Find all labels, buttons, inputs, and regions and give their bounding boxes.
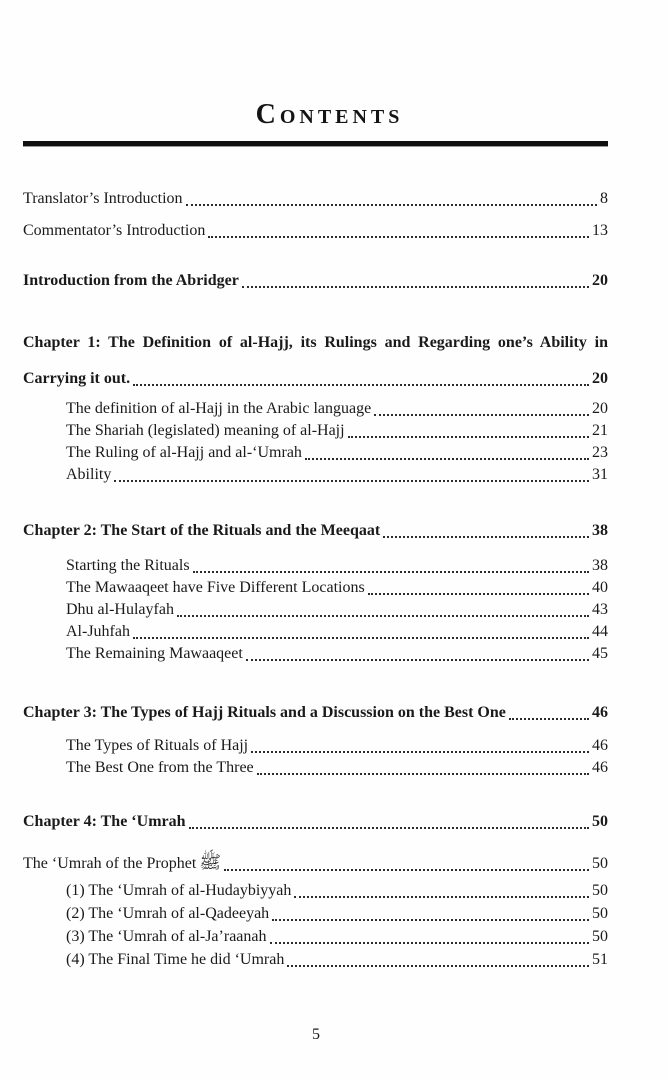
chapter-1-subentries <box>23 398 608 486</box>
toc-entry-page: 45 <box>592 645 608 662</box>
toc-entry <box>23 902 608 925</box>
toc-entry <box>23 464 608 486</box>
toc-entry-page: 20 <box>592 400 608 417</box>
toc-entry-label: The Best One from the Three <box>66 759 254 776</box>
toc-entry-commentators-introduction <box>23 220 608 242</box>
dot-leader <box>193 571 589 573</box>
toc-entry-chapter-4 <box>23 811 608 833</box>
chapter-4-subentries <box>23 879 608 971</box>
dot-leader <box>374 414 589 416</box>
toc-entry <box>23 643 608 665</box>
dot-leader <box>177 615 589 617</box>
toc-entry <box>23 925 608 948</box>
dot-leader <box>348 436 589 438</box>
chapter-2-subentries <box>23 555 608 665</box>
toc-entry-page: 44 <box>592 623 608 640</box>
toc-entry-page: 50 <box>592 882 608 899</box>
toc-entry-label: Chapter 4: The ‘Umrah <box>23 813 186 830</box>
toc-entry-page: 46 <box>592 737 608 754</box>
toc-entry-page: 40 <box>592 579 608 596</box>
toc-entry <box>23 442 608 464</box>
toc-entry-label: The Mawaaqeet have Five Different Locations <box>66 579 365 596</box>
toc-entry-chapter-2 <box>23 520 608 542</box>
toc-entry-chapter-1 <box>23 332 608 390</box>
toc-entry-label: (3) The ‘Umrah of al-Ja’raanah <box>66 928 267 945</box>
toc-entry <box>23 621 608 643</box>
dot-leader <box>368 593 589 595</box>
toc-entry <box>23 948 608 971</box>
dot-leader <box>509 718 589 720</box>
toc-entry-page: 43 <box>592 601 608 618</box>
toc-entry <box>23 577 608 599</box>
dot-leader <box>186 204 597 206</box>
page-number: 5 <box>312 1026 320 1043</box>
toc-entry-label: The Remaining Mawaaqeet <box>66 645 243 662</box>
dot-leader <box>208 236 589 238</box>
toc-entry <box>23 879 608 902</box>
toc-entry <box>23 735 608 757</box>
toc-entry-label: Translator’s Introduction <box>23 190 183 207</box>
toc-entry-page: 51 <box>592 951 608 968</box>
toc-entry-label: Chapter 3: The Types of Hajj Rituals and a Discussion on the Best One <box>23 704 506 721</box>
toc-entry-page: 13 <box>592 222 608 239</box>
dot-leader <box>251 751 589 753</box>
dot-leader <box>383 536 589 538</box>
toc-entry <box>23 398 608 420</box>
dot-leader <box>224 869 589 871</box>
dot-leader <box>133 384 589 386</box>
toc-entry-page: 20 <box>592 272 608 289</box>
toc-entry-page: 20 <box>592 370 608 387</box>
toc-entry-page: 46 <box>592 759 608 776</box>
toc-entry-abridger-introduction <box>23 270 608 292</box>
toc-entry-chapter-3 <box>23 702 608 724</box>
prophet-honorific-symbol: ﷺ <box>199 852 222 872</box>
dot-leader <box>257 773 589 775</box>
table-of-contents <box>23 188 608 971</box>
toc-entry-page: 23 <box>592 444 608 461</box>
toc-entry-umrah-of-prophet <box>23 853 608 875</box>
dot-leader <box>246 659 589 661</box>
toc-entry-page: 50 <box>592 905 608 922</box>
dot-leader <box>270 942 590 944</box>
toc-entry-label-line2: Carrying it out. <box>23 370 131 387</box>
toc-entry-page: 50 <box>592 855 608 872</box>
toc-entry-page: 8 <box>600 190 608 207</box>
toc-entry-label: Starting the Rituals <box>66 557 190 574</box>
dot-leader <box>287 965 589 967</box>
toc-entry-label: (2) The ‘Umrah of al-Qadeeyah <box>66 905 270 922</box>
dot-leader <box>294 896 589 898</box>
toc-entry <box>23 599 608 621</box>
dot-leader <box>114 480 589 482</box>
toc-entry-label-line1: Chapter 1: The Definition of al-Hajj, its Rulings and Regarding one’s Ability in <box>23 334 608 351</box>
toc-entry-label: Dhu al-Hulayfah <box>66 601 174 618</box>
toc-entry-label: Introduction from the Abridger <box>23 272 239 289</box>
toc-entry-label: Chapter 2: The Start of the Rituals and the Meeqaat <box>23 522 381 539</box>
dot-leader <box>272 919 589 921</box>
toc-entry-page: 50 <box>592 928 608 945</box>
title-divider <box>23 141 608 147</box>
toc-entry-page: 38 <box>592 557 608 574</box>
toc-entry-label: Al-Juhfah <box>66 623 130 640</box>
toc-entry <box>23 757 608 779</box>
toc-entry-label: Commentator’s Introduction <box>23 222 206 239</box>
toc-entry-label: The Ruling of al-Hajj and al-‘Umrah <box>66 444 302 461</box>
dot-leader <box>242 286 589 288</box>
toc-entry-label: (1) The ‘Umrah of al-Hudaybiyyah <box>66 882 292 899</box>
toc-entry-page: 31 <box>592 466 608 483</box>
dot-leader <box>189 827 589 829</box>
toc-entry-label: The ‘Umrah of the Prophet <box>23 855 197 872</box>
toc-entry <box>23 555 608 577</box>
chapter-3-subentries <box>23 735 608 779</box>
toc-entry-label-line2-row <box>23 368 608 390</box>
toc-entry-label: The Shariah (legislated) meaning of al-Hajj <box>66 422 345 439</box>
toc-entry-page: 50 <box>592 813 608 830</box>
toc-entry-page: 46 <box>592 704 608 721</box>
toc-entry-label: (4) The Final Time he did ‘Umrah <box>66 951 285 968</box>
toc-entry-page: 21 <box>592 422 608 439</box>
dot-leader <box>133 637 589 639</box>
toc-entry-label-wrap <box>23 853 221 875</box>
toc-entry-label: The definition of al-Hajj in the Arabic language <box>66 400 372 417</box>
toc-entry-translators-introduction <box>23 188 608 210</box>
page-title: CONTENTS <box>255 99 404 130</box>
toc-entry-page: 38 <box>592 522 608 539</box>
dot-leader <box>305 458 589 460</box>
toc-entry-label: Ability <box>66 466 112 483</box>
toc-entry-label: The Types of Rituals of Hajj <box>66 737 249 754</box>
toc-entry <box>23 420 608 442</box>
